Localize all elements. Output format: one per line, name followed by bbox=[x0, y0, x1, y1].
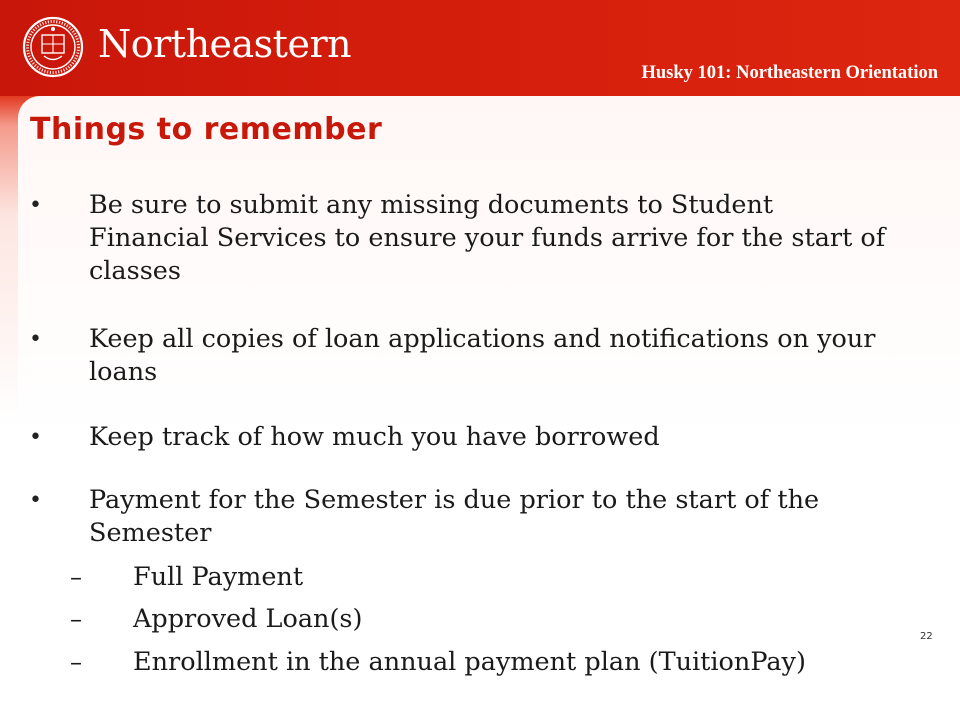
dash-marker: – bbox=[70, 563, 82, 591]
bullet-text: Keep track of how much you have borrowed bbox=[89, 422, 660, 452]
sub-bullet-text: Full Payment bbox=[133, 562, 304, 592]
sub-bullet-text: Enrollment in the annual payment plan (TuitionPay) bbox=[133, 647, 806, 677]
bullet-text: Keep all copies of loan applications and notifications on your loans bbox=[89, 324, 876, 387]
brand-wordmark: Northeastern bbox=[98, 22, 352, 66]
bullet-marker: • bbox=[29, 488, 42, 513]
bullet-text: Be sure to submit any missing documents to Student Financial Services to ensure your funds arrive for the start of classes bbox=[89, 190, 886, 286]
bullet-marker: • bbox=[29, 425, 42, 450]
university-seal-icon bbox=[22, 16, 84, 78]
bullet-text: Payment for the Semester is due prior to the start of the Semester bbox=[89, 485, 820, 548]
slide-title: Things to remember bbox=[30, 112, 383, 147]
bullet-marker: • bbox=[29, 327, 42, 352]
course-title: Husky 101: Northeastern Orientation bbox=[641, 63, 938, 83]
bullet-marker: • bbox=[29, 193, 42, 218]
dash-marker: – bbox=[70, 605, 82, 633]
dash-marker: – bbox=[70, 648, 82, 676]
sub-bullet-text: Approved Loan(s) bbox=[133, 604, 363, 634]
page-number: 22 bbox=[920, 631, 933, 642]
